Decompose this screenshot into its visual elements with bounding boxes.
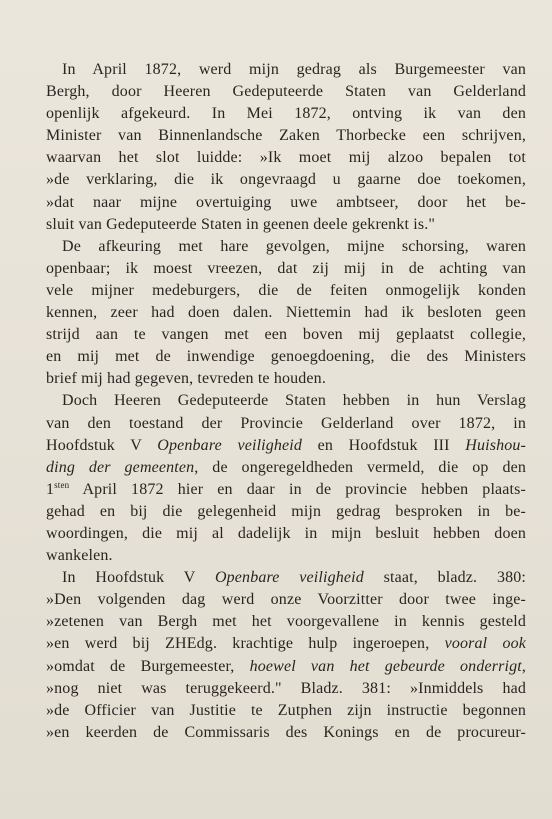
italic-segment: Huishou- [465,436,527,454]
text-segment: , [521,657,526,675]
text-line [46,214,526,236]
text-line [46,523,526,545]
text-line [46,567,526,589]
text-segment: staat, bladz. 380: [363,569,527,587]
italic-segment: hoewel van het gebeurde onderrigt [249,657,522,675]
text-segment: »Den volgenden dag werd onze Voorzitter door twee inge- [46,591,526,609]
text-segment: kennen, zeer had doen dalen. Niettemin had ik besloten geen [46,304,526,322]
text-line [46,611,526,633]
text-line [46,280,526,302]
text-line [46,435,526,457]
text-line [46,59,526,81]
text-segment: Doch Heeren Gedeputeerde Staten hebben in hun Verslag [62,392,526,410]
text-line [46,258,526,280]
text-line [46,103,526,125]
text-segment: vele mijner medeburgers, die de feiten onmogelijk konden [46,281,526,299]
text-segment: »nog niet was teruggekeerd." Bladz. 381: »Inmiddels had [46,679,526,697]
text-segment: strijd aan te vangen met een boven mij geplaatst collegie, [46,326,526,344]
body-text [46,59,526,744]
text-segment: en mij met de inwendige genoegdoening, die des Ministers [46,348,526,366]
text-segment: openlijk afgekeurd. In Mei 1872, ontving ik van den [46,105,526,123]
text-segment: In April 1872, werd mijn gedrag als Burgemeester van [62,61,526,78]
text-segment: wankelen. [46,547,113,565]
text-line [46,390,526,412]
italic-segment: Openbare veiligheid [214,569,364,587]
text-line [46,678,526,700]
text-segment: »en keerden de Commissaris des Konings en de procureur- [46,723,526,741]
text-segment: »de verklaring, die ik ongevraagd u gaarne doe toekomen, [46,171,526,189]
text-segment: van den toestand der Provincie Gelderland over 1872, in [46,414,526,432]
text-line [46,81,526,103]
italic-segment: Openbare veiligheid [157,436,303,454]
text-segment: April 1872 hier en daar in de provincie hebben plaats- [69,480,526,498]
text-segment: »en werd bij ZHEdg. krachtige hulp ingeroepen, [46,635,445,653]
text-line [46,656,526,678]
text-line [46,236,526,258]
text-line [46,700,526,722]
text-segment: »de Officier van Justitie te Zutphen zijn instructie begonnen [46,701,526,719]
text-line [46,147,526,169]
text-line [46,368,526,390]
text-segment: Bergh, door Heeren Gedeputeerde Staten van Gelderland [46,83,526,101]
text-segment: De afkeuring met hare gevolgen, mijne schorsing, waren [62,237,526,255]
text-line [46,346,526,368]
text-line [46,722,526,744]
superscript: sten [54,479,70,490]
italic-segment: ding der gemeenten [46,458,195,476]
text-segment: waarvan het slot luidde: »Ik moet mij alzoo bepalen tot [46,149,526,167]
text-segment: In Hoofdstuk V [62,569,215,587]
text-segment: openbaar; ik moest vreezen, dat zij mij in de achting van [46,259,526,277]
text-segment: en Hoofdstuk III [302,436,466,454]
text-segment: brief mij had gegeven, tevreden te houden. [46,370,326,388]
text-segment: Minister van Binnenlandsche Zaken Thorbecke een schrijven, [46,127,526,145]
text-segment: woordingen, die mij al dadelijk in mijn besluit hebben doen [46,524,526,542]
text-line [46,324,526,346]
text-line [46,125,526,147]
text-segment: »zetenen van Bergh met het voorgevallene in kennis gesteld [46,613,526,631]
text-line [46,589,526,611]
text-line [46,302,526,324]
text-line [46,479,526,501]
text-line [46,633,526,655]
text-line [46,169,526,191]
text-line [46,545,526,567]
text-segment: sluit van Gedeputeerde Staten in geenen deele gekrenkt is." [46,215,436,233]
text-segment: »omdat de Burgemeester, [46,657,250,675]
text-line [46,192,526,214]
text-segment: 1 [46,480,55,498]
text-segment: gehad en bij die gelegenheid mijn gedrag besproken in be- [46,502,526,520]
text-line [46,413,526,435]
text-segment: »dat naar mijne overtuiging uwe ambtseer, door het be- [46,193,526,211]
text-line [46,457,526,479]
italic-segment: vooral ook [444,635,526,653]
text-segment: Hoofdstuk V [46,436,158,454]
text-line [46,501,526,523]
text-segment: , de ongeregeldheden vermeld, die op den [194,458,526,476]
